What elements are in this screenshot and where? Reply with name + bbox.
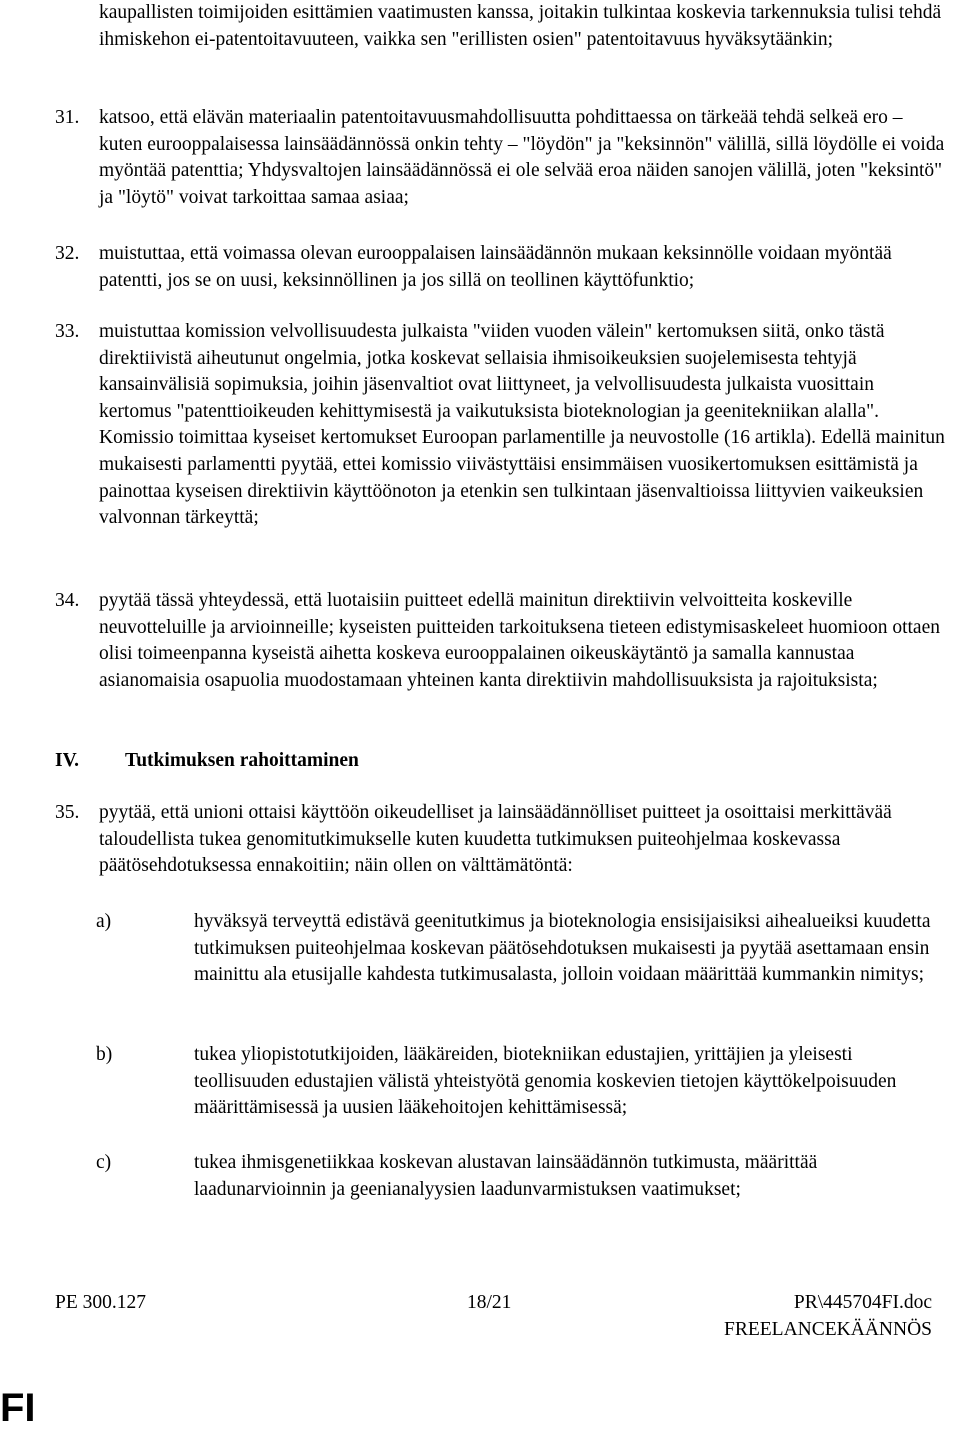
paragraph-text: pyytää tässä yhteydessä, että luotaisiin puitteet edellä mainitun direktiivin velvoitteita koskeville neuvotteluille ja arvioinneille; kyseisten puitteiden tarkoituksena tieteen edistymisaskeleet huomioon ottaen olisi toimeenpanna kyseistä aihetta koskeva eurooppalainen oikeuskäytäntö ja samalla kannustaa asianomaisia osapuolia muodostamaan yhteinen kanta direktiivin mahdollisuuksista ja rajoituksista; — [99, 590, 940, 691]
sub-item-label: c) — [96, 1152, 112, 1173]
paragraph-31 — [55, 105, 950, 211]
sub-item-text: tukea yliopistotutkijoiden, lääkäreiden, biotekniikan edustajien, yrittäjien ja yleisesti teollisuuden edustajien välistä yhteistyötä genomia koskevien tietojen käyttökelpoisuuden määrittämisessä ja uusien lääkehoitojen kehittämisessä; — [194, 1044, 897, 1119]
sub-item-c — [96, 1150, 950, 1203]
language-code: FI — [0, 1386, 36, 1430]
paragraph-text: katsoo, että elävän materiaalin patentoitavuusmahdollisuutta pohdittaessa on tärkeää tehdä selkeä ero – kuten eurooppalaisessa lainsäädännössä onkin tehty – "löydön" ja "keksinnön" välillä, sillä löydölle ei voida myöntää patenttia; Yhdysvaltojen lainsäädännössä ei ole selvää eroa näiden sanojen välillä, joten "keksintö" ja "löytö" voivat tarkoittaa samaa asiaa; — [99, 107, 945, 208]
paragraph-33 — [55, 319, 950, 532]
sub-item-b — [96, 1042, 950, 1122]
paragraph-35 — [55, 800, 950, 880]
paragraph-34 — [55, 588, 950, 694]
footer-translator: FREELANCEKÄÄNNÖS — [723, 1318, 932, 1340]
paragraph-number: 33. — [55, 321, 80, 342]
paragraph-number: 34. — [55, 590, 80, 611]
paragraph-number: 31. — [55, 107, 80, 128]
paragraph-text: muistuttaa, että voimassa olevan eurooppalaisen lainsäädännön mukaan keksinnölle voidaan myöntää patentti, jos se on uusi, keksinnöllinen ja jos sillä on teollinen käyttöfunktio; — [99, 243, 892, 291]
footer-file-info — [724, 1290, 932, 1343]
paragraph-number: 32. — [55, 243, 80, 264]
section-title: Tutkimuksen rahoittaminen — [125, 750, 359, 771]
footer-doc-reference: PE 300.127 — [55, 1292, 147, 1313]
sub-item-text: tukea ihmisgenetiikkaa koskevan alustavan lainsäädännön tutkimusta, määrittää laadunarvioinnin ja geenianalyysien laadunvarmistuksen vaatimukset; — [194, 1152, 818, 1200]
footer-file-name: PR\445704FI.doc — [793, 1292, 932, 1313]
paragraph-text: pyytää, että unioni ottaisi käyttöön oikeudelliset ja lainsäädännölliset puitteet ja osoittaisi merkittävää taloudellista tukea genomitutkimukselle kuten kuudetta tutkimuksen puiteohjelmaa koskevassa päätösehdotuksessa ennakoitiin; näin ollen on välttämätöntä: — [99, 802, 892, 877]
sub-item-label: a) — [96, 911, 112, 932]
paragraph-text: muistuttaa komission velvollisuudesta julkaista "viiden vuoden välein" kertomuksen siitä, onko tästä direktiivistä aiheutunut ongelmia, jotka koskevat sellaisia ihmisoikeuksien suojelemisesta tehtyjä kansainvälisiä sopimuksia, joihin jäsenvaltiot ovat liittyneet, ja velvollisuudesta julkaista vuosittain kertomus "patenttioikeuden kehittymisestä ja vaikutuksista bioteknologian ja geenitekniikan alalla". Komissio toimittaa kyseiset kertomukset Euroopan parlamentille ja neuvostolle (16 artikla). Edellä mainitun mukaisesti parlamentti pyytää, ettei komissio viivästyttäisi ensimmäisen vuosikertomuksen esittämistä ja painottaa kyseisen direktiivin käyttöönoton ja etenkin sen tulkintaan jäsenvaltioissa liittyvien vaikeuksien valvonnan tärkeyttä; — [99, 321, 945, 529]
paragraph-32 — [55, 241, 950, 294]
section-heading — [55, 748, 359, 775]
intro-paragraph-continuation: kaupallisten toimijoiden esittämien vaatimusten kanssa, joitakin tulkintaa koskevia tarkennuksia tulisi tehdä ihmiskehon ei-patentoitavuuteen, vaikka sen "erillisten osien" patentoitavuus hyväksytäänkin; — [99, 2, 942, 50]
section-number: IV. — [55, 750, 80, 771]
sub-item-text: hyväksyä terveyttä edistävä geenitutkimus ja bioteknologia ensisijaisiksi aihealueiksi kuudetta tutkimuksen puiteohjelmaa koskevan päätösehdotuksen mukaisesti ja pyytää asettamaan ensin mainittu ala etusijalle kahdesta tutkimusalasta, jolloin voidaan määrittää kummankin nimitys; — [194, 911, 931, 986]
sub-item-label: b) — [96, 1044, 113, 1065]
sub-item-a — [96, 909, 950, 989]
footer-page-number: 18/21 — [467, 1292, 512, 1313]
paragraph-number: 35. — [55, 802, 80, 823]
